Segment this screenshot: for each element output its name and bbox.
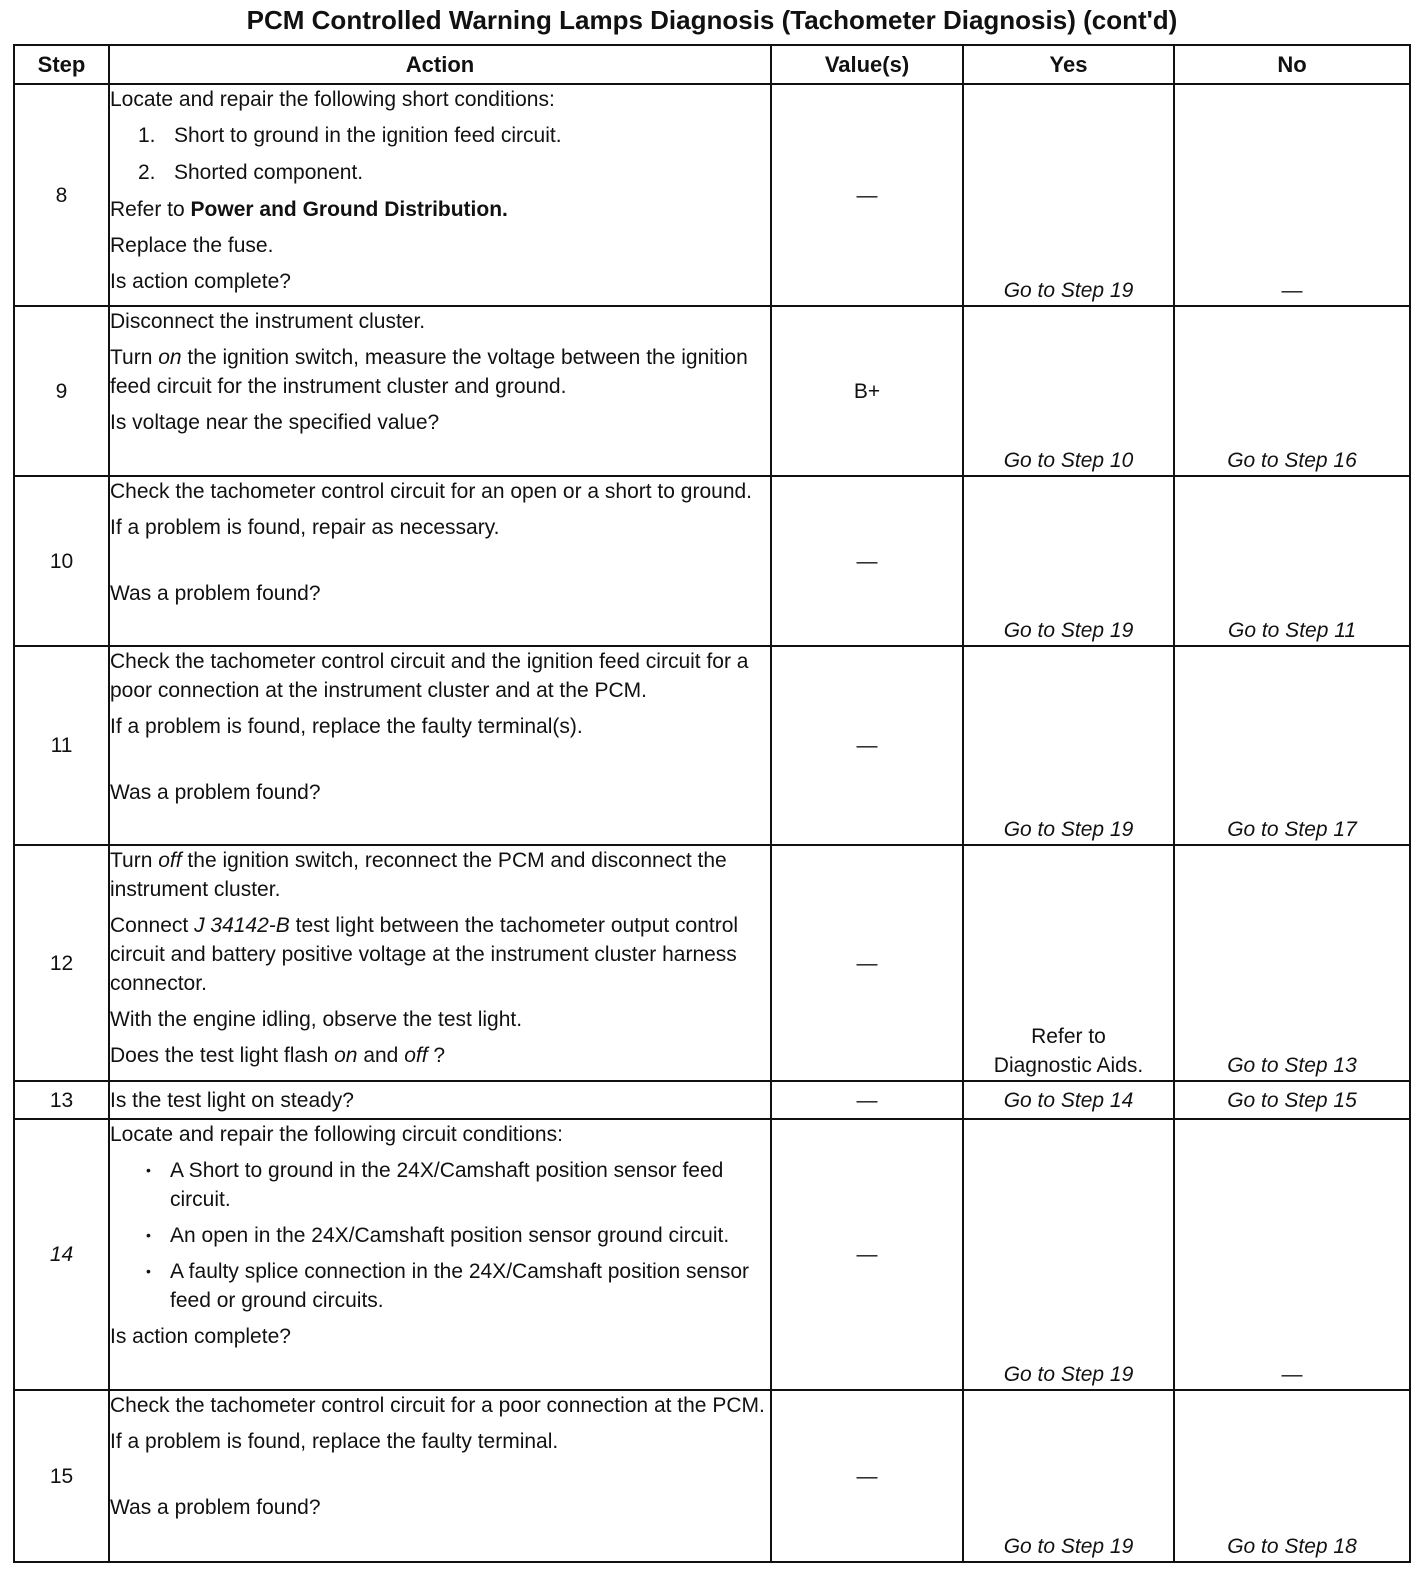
header-action: Action [109, 45, 771, 84]
action-question [110, 1041, 770, 1070]
list-number: 1. [138, 124, 156, 147]
tool-number: J 34142-B [194, 914, 290, 937]
list-text: Short to ground in the ignition feed circuit. [174, 124, 562, 147]
text-run: test light between the tachometer output control circuit and battery positive voltage at the instrument cluster harness connector. [110, 914, 739, 995]
action-question: Was a problem found? [110, 582, 321, 605]
refer-link-text: Power and Ground Distribution. [190, 198, 508, 221]
action-text: With the engine idling, observe the test light. [110, 1008, 523, 1031]
header-step: Step [14, 45, 109, 84]
action-text: If a problem is found, replace the faulty terminal. [110, 1430, 559, 1453]
action-list [110, 121, 770, 187]
list-item [110, 158, 770, 187]
action-cell [109, 306, 771, 476]
step-number: 14 [14, 1119, 109, 1390]
text-run-italic: on [158, 346, 182, 369]
action-cell [109, 476, 771, 646]
action-text: Check the tachometer control circuit for an open or a short to ground. [110, 480, 753, 503]
text-run: Connect [110, 914, 195, 937]
list-number: 2. [138, 161, 156, 184]
step-number: 8 [14, 84, 109, 306]
spacer [110, 748, 770, 778]
action-text: Locate and repair the following circuit conditions: [110, 1123, 563, 1146]
table-row [14, 646, 1410, 845]
step-number: 11 [14, 646, 109, 845]
header-yes: Yes [963, 45, 1174, 84]
list-item: • A faulty splice connection in the 24X/Camshaft position sensor feed or ground circuits. [110, 1257, 770, 1315]
text-run: Does the test light flash [110, 1044, 335, 1067]
table-row [14, 1119, 1410, 1390]
list-item: • A Short to ground in the 24X/Camshaft position sensor feed circuit. [110, 1156, 770, 1214]
yes-cell: Go to Step 19 [963, 1119, 1174, 1390]
step-number: 10 [14, 476, 109, 646]
text-run: and [357, 1044, 405, 1067]
value-cell: — [771, 84, 963, 306]
text-run: ? [427, 1044, 446, 1067]
value-cell: B+ [771, 306, 963, 476]
text-run: the ignition switch, reconnect the PCM and disconnect the instrument cluster. [110, 849, 727, 901]
header-row [14, 45, 1410, 84]
no-cell: Go to Step 13 [1174, 845, 1410, 1081]
action-question: Is action complete? [110, 270, 291, 293]
action-cell [109, 646, 771, 845]
text-run-italic: on [334, 1044, 358, 1067]
step-number: 12 [14, 845, 109, 1081]
action-text: Replace the fuse. [110, 234, 274, 257]
action-cell [109, 1081, 771, 1119]
diagnosis-table [13, 44, 1411, 1563]
table-row [14, 845, 1410, 1081]
action-text: If a problem is found, repair as necessary. [110, 516, 500, 539]
text-run: Turn [110, 849, 159, 872]
table-row [14, 84, 1410, 306]
yes-cell: Go to Step 10 [963, 306, 1174, 476]
value-cell: — [771, 1081, 963, 1119]
action-question: Was a problem found? [110, 1496, 321, 1519]
page-title: PCM Controlled Warning Lamps Diagnosis (Tachometer Diagnosis) (cont'd) [246, 5, 1178, 35]
yes-cell: Go to Step 19 [963, 84, 1174, 306]
no-cell: — [1174, 84, 1410, 306]
action-cell [109, 84, 771, 306]
refer-text: Refer to [110, 198, 191, 221]
text-run: the ignition switch, measure the voltage between the ignition feed circuit for the instrument cluster and ground. [110, 346, 748, 398]
table-row [14, 1081, 1410, 1119]
spacer [110, 549, 770, 579]
action-cell [109, 1119, 771, 1390]
action-text [110, 911, 770, 998]
action-text: If a problem is found, replace the faulty terminal(s). [110, 715, 583, 738]
yes-line: Refer to [1031, 1025, 1106, 1048]
action-text: Check the tachometer control circuit for a poor connection at the PCM. [110, 1394, 765, 1417]
value-cell: — [771, 1390, 963, 1562]
no-cell: Go to Step 15 [1174, 1081, 1410, 1119]
action-cell [109, 845, 771, 1081]
action-question: Is the test light on steady? [110, 1088, 354, 1112]
no-cell: Go to Step 18 [1174, 1390, 1410, 1562]
action-text [110, 343, 770, 401]
action-text: Locate and repair the following short conditions: [110, 88, 555, 111]
action-text: Check the tachometer control circuit and the ignition feed circuit for a poor connection at the instrument cluster and at the PCM. [110, 650, 749, 702]
table-row [14, 306, 1410, 476]
value-cell: — [771, 845, 963, 1081]
no-cell: Go to Step 16 [1174, 306, 1410, 476]
no-cell: — [1174, 1119, 1410, 1390]
table-row [14, 1390, 1410, 1562]
list-item [110, 121, 770, 150]
header-values: Value(s) [771, 45, 963, 84]
spacer [110, 1463, 770, 1493]
action-question: Is voltage near the specified value? [110, 411, 440, 434]
list-text: Shorted component. [174, 161, 364, 184]
text-run: Turn [110, 346, 159, 369]
no-cell: Go to Step 17 [1174, 646, 1410, 845]
yes-cell: Go to Step 19 [963, 476, 1174, 646]
yes-cell: Go to Step 19 [963, 1390, 1174, 1562]
action-cell [109, 1390, 771, 1562]
value-cell: — [771, 476, 963, 646]
no-cell: Go to Step 11 [1174, 476, 1410, 646]
yes-cell [963, 845, 1174, 1081]
table-row [14, 476, 1410, 646]
action-question: Was a problem found? [110, 781, 321, 804]
list-item: • An open in the 24X/Camshaft position sensor ground circuit. [110, 1221, 770, 1250]
yes-line: Diagnostic Aids. [993, 1054, 1144, 1077]
action-bullet-list [110, 1156, 770, 1315]
value-cell: — [771, 1119, 963, 1390]
text-run-italic: off [404, 1044, 428, 1067]
step-number: 9 [14, 306, 109, 476]
step-number: 13 [14, 1081, 109, 1119]
action-question: Is action complete? [110, 1325, 291, 1348]
value-cell: — [771, 646, 963, 845]
text-run-italic: off [158, 849, 182, 872]
action-text: Disconnect the instrument cluster. [110, 310, 426, 333]
header-no: No [1174, 45, 1410, 84]
yes-cell: Go to Step 19 [963, 646, 1174, 845]
yes-cell: Go to Step 14 [963, 1081, 1174, 1119]
action-text [110, 846, 770, 904]
action-text [110, 195, 770, 224]
step-number: 15 [14, 1390, 109, 1562]
